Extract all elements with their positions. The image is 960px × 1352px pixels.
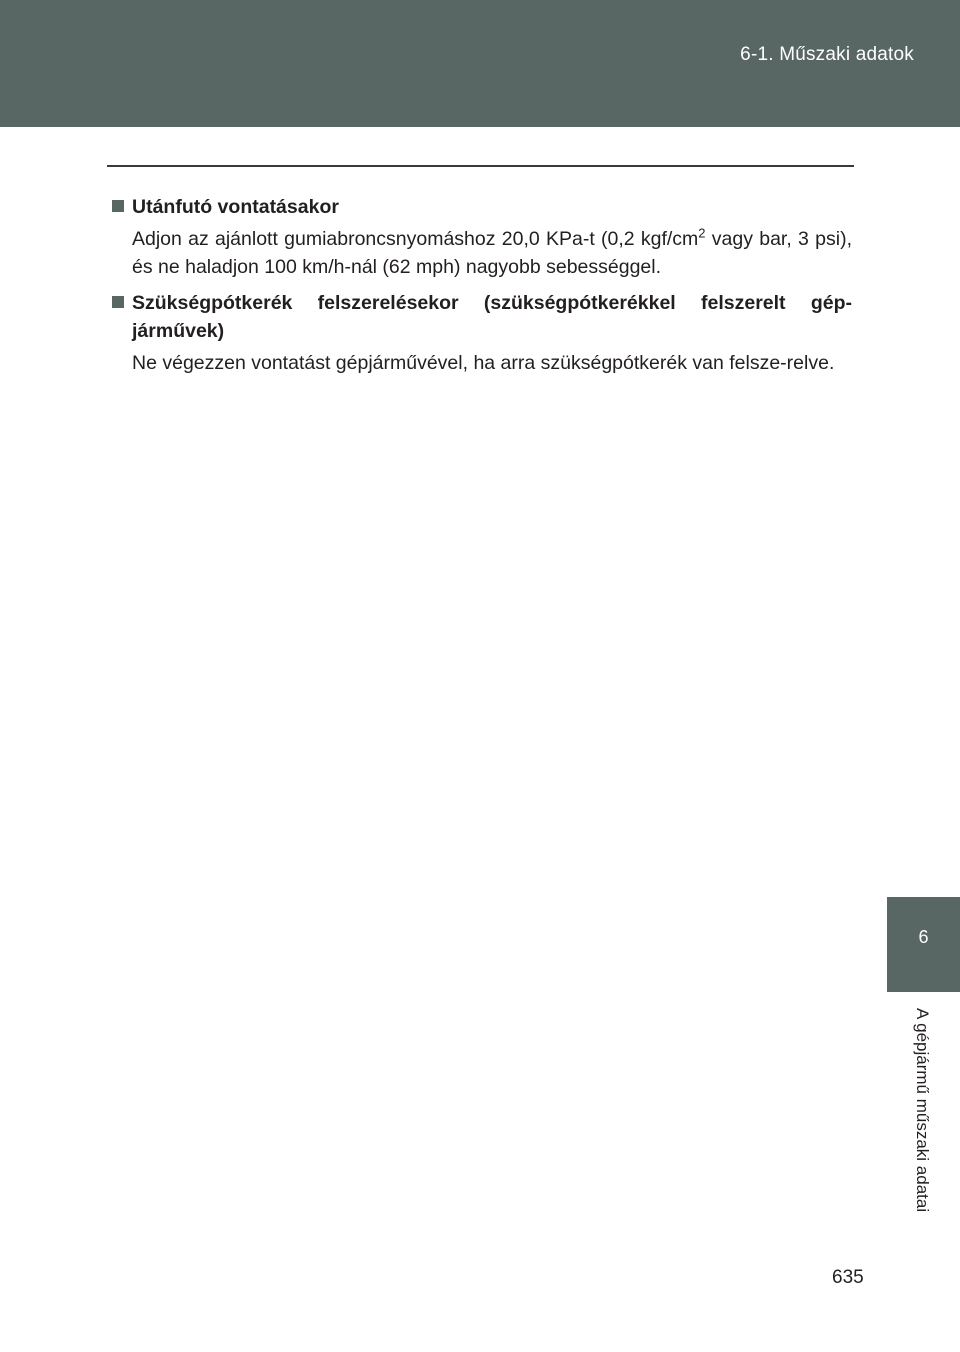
chapter-label: A gépjármű műszaki adatai [913, 1008, 932, 1213]
square-bullet-icon [112, 296, 124, 308]
body-text: Adjon az ajánlott gumiabroncsnyomáshoz 20,0 KPa-t (0,2 kgf/cm [132, 228, 699, 250]
header-rule [107, 165, 854, 167]
section-body: Ne végezzen vontatást gépjárművével, ha arra szükségpótkerék van felsze-relve. [132, 352, 835, 374]
page-content [112, 193, 852, 385]
section-heading-text: Utánfutó vontatásakor [132, 196, 339, 218]
square-bullet-icon [112, 200, 124, 212]
section-heading [112, 193, 852, 221]
chapter-label-vertical [887, 1000, 960, 1250]
body-text: vagy bar, 3 psi), és ne haladjon 100 km/h-nál (62 mph) nagyobb sebességgel. [132, 228, 852, 278]
section-heading [112, 289, 852, 345]
header-bar [0, 0, 960, 127]
superscript: 2 [698, 225, 706, 241]
page-number: 635 [832, 1267, 864, 1288]
section-body [132, 225, 852, 281]
chapter-tab [887, 897, 960, 992]
section-heading-text: Szükségpótkerék felszerelésekor (szükségpótkerékkel felszerelt gép-járművek) [132, 292, 852, 342]
section-title: 6-1. Műszaki adatok [740, 44, 914, 65]
chapter-number: 6 [918, 927, 929, 947]
